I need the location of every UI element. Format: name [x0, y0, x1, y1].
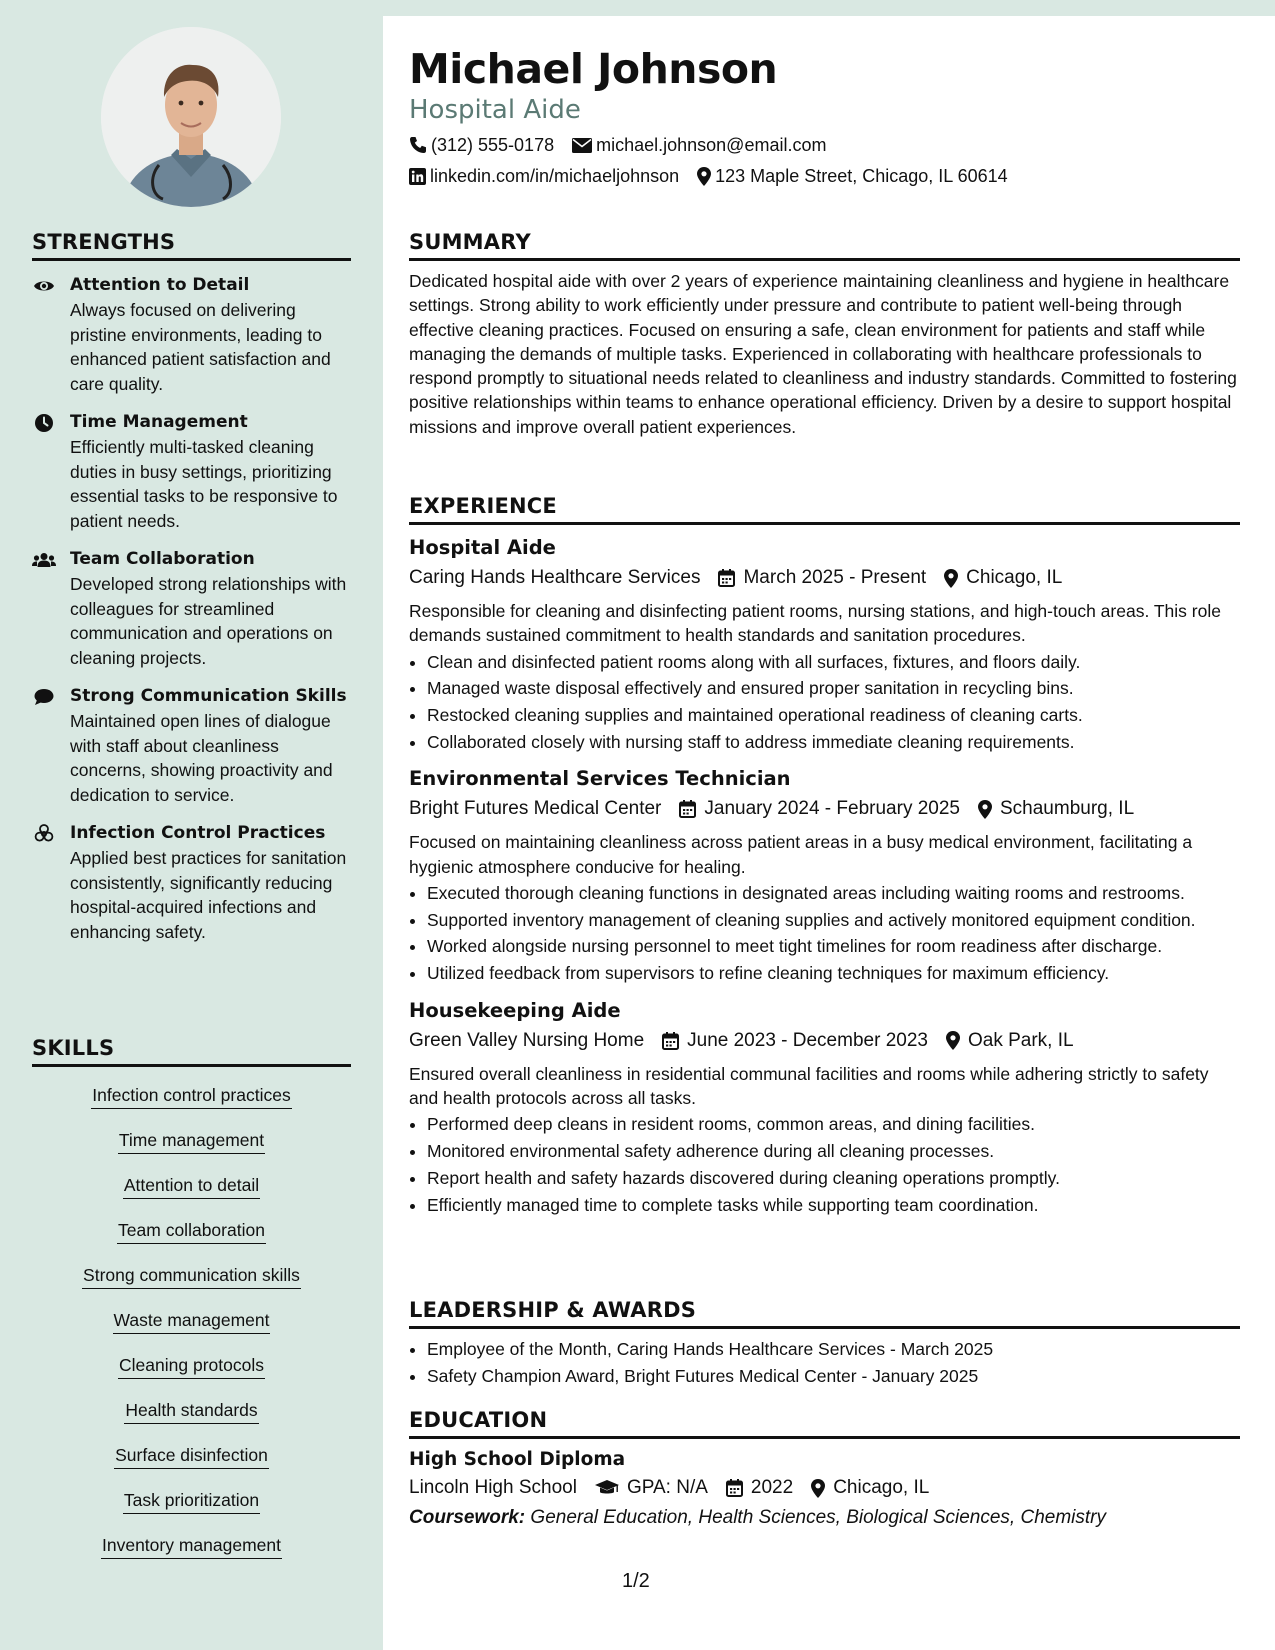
job-description: Focused on maintaining cleanliness across patient areas in a busy medical environment, facilitating a hygienic atmosphere conducive for healing.: [409, 832, 1193, 877]
skill-item: Waste management: [32, 1308, 351, 1334]
email[interactable]: michael.johnson@email.com: [572, 134, 826, 156]
strength-item: [32, 547, 351, 670]
job-dates: March 2025 - Present: [718, 565, 926, 591]
coursework-label: Coursework:: [409, 1507, 526, 1528]
coursework-list: General Education, Health Sciences, Biological Sciences, Chemistry: [530, 1507, 1106, 1528]
skill-item: Team collaboration: [32, 1218, 351, 1244]
strength-item: [32, 410, 351, 533]
skill-item: Task prioritization: [32, 1488, 351, 1514]
strengths-heading: STRENGTHS: [32, 230, 176, 254]
awards-list: [409, 1337, 1240, 1388]
job-dates: January 2024 - February 2025: [679, 796, 960, 822]
candidate-role: Hospital Aide: [409, 95, 581, 125]
page-number: 1/2: [622, 1570, 650, 1592]
job-title: Environmental Services Technician: [409, 767, 791, 791]
list-item: • Restocked cleaning supplies and maintained operational readiness of cleaning carts.: [427, 703, 1240, 727]
calendar-icon: [662, 1032, 679, 1050]
calendar-icon: [679, 800, 696, 818]
job-meta: [409, 796, 1240, 822]
strength-title: Attention to Detail: [70, 275, 250, 295]
users-icon: [32, 549, 56, 571]
strength-item: [32, 821, 351, 944]
job-bullets: [409, 1112, 1240, 1217]
skill-item: Surface disinfection: [32, 1443, 351, 1469]
calendar-icon: [726, 1479, 743, 1497]
skill-item: Attention to detail: [32, 1173, 351, 1199]
list-item: • Supported inventory management of cleaning supplies and actively monitored equipment condition.: [427, 908, 1240, 932]
list-item: • Report health and safety hazards discovered during cleaning operations promptly.: [427, 1166, 1240, 1190]
list-item: • Safety Champion Award, Bright Futures Medical Center - January 2025: [427, 1364, 1240, 1388]
phone-icon: [409, 136, 427, 154]
graduation-cap-icon: [595, 1480, 619, 1496]
skills-rule: [32, 1064, 351, 1067]
map-pin-icon: [697, 167, 711, 186]
skill-item: Time management: [32, 1128, 351, 1154]
eye-icon: [32, 275, 56, 297]
phone: (312) 555-0178: [409, 134, 554, 156]
job-entry: [409, 998, 1240, 1217]
list-item: • Monitored environmental safety adherence during all cleaning processes.: [427, 1139, 1240, 1163]
job-location: Oak Park, IL: [946, 1028, 1074, 1054]
degree-title: High School Diploma: [409, 1449, 626, 1470]
calendar-icon: [718, 569, 735, 587]
strength-desc: Always focused on delivering pristine environments, leading to enhanced patient satisfaction and care quality.: [70, 300, 331, 394]
list-item: • Utilized feedback from supervisors to refine cleaning techniques for maximum efficiency.: [427, 961, 1240, 985]
resume-header: [409, 44, 1240, 187]
summary-heading: SUMMARY: [409, 230, 531, 254]
skills-heading: SKILLS: [32, 1036, 115, 1060]
job-entry: [409, 766, 1240, 985]
school-location: Chicago, IL: [811, 1475, 929, 1501]
gpa: GPA: N/A: [595, 1475, 708, 1501]
strength-title: Time Management: [70, 412, 248, 432]
education-meta: [409, 1475, 1240, 1501]
graduation-year: 2022: [726, 1475, 793, 1501]
job-dates: June 2023 - December 2023: [662, 1028, 928, 1054]
map-pin-icon: [944, 569, 958, 588]
job-title: Hospital Aide: [409, 536, 556, 559]
strength-desc: Applied best practices for sanitation consistently, significantly reducing hospital-acquired infections and enhancing safety.: [70, 848, 347, 942]
leadership-heading: LEADERSHIP & AWARDS: [409, 1298, 697, 1322]
summary-text: Dedicated hospital aide with over 2 years of experience maintaining cleanliness and hygiene in healthcare settings. Strong ability to work efficiently under pressure and contribute to patient well-being through effective cleaning practices. Focused on ensuring a safe, clean environment for patients and staff while managing the demands of multiple tasks. Experienced in collaborating with healthcare professionals to respond promptly to situational needs related to cleanliness and industry standards. Committed to fostering positive relationships within teams to enhance operational efficiency. Driven by a desire to support hospital missions and improve overall patient experiences.: [409, 271, 1237, 437]
skill-item: Health standards: [32, 1398, 351, 1424]
leadership-section: [409, 1298, 1240, 1391]
coursework: [409, 1505, 1240, 1531]
job-title: Housekeeping Aide: [409, 998, 621, 1022]
leadership-rule: [409, 1326, 1240, 1329]
strength-desc: Maintained open lines of dialogue with staff about cleanliness concerns, showing proactivity and dedication to service.: [70, 711, 333, 805]
job-company: Green Valley Nursing Home: [409, 1029, 645, 1051]
strength-desc: Efficiently multi-tasked cleaning duties in busy settings, prioritizing essential tasks to be responsive to patient needs.: [70, 437, 338, 531]
strength-item: [32, 684, 351, 807]
list-item: • Executed thorough cleaning functions in designated areas including waiting rooms and restrooms.: [427, 881, 1240, 905]
list-item: • Clean and disinfected patient rooms along with all surfaces, fixtures, and floors daily.: [427, 650, 1240, 674]
job-meta: [409, 565, 1240, 591]
summary-section: [409, 230, 1240, 439]
comment-icon: [32, 686, 56, 708]
biohazard-icon: [32, 823, 56, 845]
job-bullets: [409, 650, 1240, 755]
job-company: Bright Futures Medical Center: [409, 798, 662, 820]
strength-title: Infection Control Practices: [70, 823, 326, 843]
skills-section: [32, 1036, 351, 1578]
clock-icon: [32, 412, 56, 434]
list-item: • Managed waste disposal effectively and ensured proper sanitation in recycling bins.: [427, 676, 1240, 700]
experience-heading: EXPERIENCE: [409, 494, 557, 518]
job-description: Responsible for cleaning and disinfecting patient rooms, nursing stations, and high-touch areas. This role demands sustained commitment to health standards and sanitation procedures.: [409, 601, 1221, 646]
experience-section: [409, 494, 1240, 1219]
job-company: Caring Hands Healthcare Services: [409, 567, 701, 588]
contact-row-1: [409, 134, 1240, 156]
strength-title: Strong Communication Skills: [70, 686, 347, 706]
linkedin[interactable]: linkedin.com/in/michaeljohnson: [409, 165, 679, 187]
list-item: • Efficiently managed time to complete tasks while supporting team coordination.: [427, 1193, 1240, 1217]
list-item: • Performed deep cleans in resident rooms, common areas, and dining facilities.: [427, 1112, 1240, 1136]
education-section: [409, 1408, 1240, 1531]
experience-rule: [409, 522, 1240, 525]
strength-title: Team Collaboration: [70, 549, 255, 569]
job-location: Schaumburg, IL: [978, 796, 1134, 822]
list-item: • Worked alongside nursing personnel to meet tight timelines for room readiness after discharge.: [427, 934, 1240, 958]
strengths-section: [32, 230, 351, 958]
job-entry: [409, 535, 1240, 754]
job-location: Chicago, IL: [944, 565, 1062, 591]
list-item: • Employee of the Month, Caring Hands Healthcare Services - March 2025: [427, 1337, 1240, 1361]
skill-item: Cleaning protocols: [32, 1353, 351, 1379]
summary-rule: [409, 258, 1240, 261]
map-pin-icon: [811, 1479, 825, 1498]
strength-item: [32, 273, 351, 396]
job-meta: [409, 1028, 1240, 1054]
candidate-name: Michael Johnson: [409, 45, 778, 93]
skill-item: Infection control practices: [32, 1083, 351, 1109]
strength-desc: Developed strong relationships with colleagues for streamlined communication and operations on cleaning projects.: [70, 574, 347, 668]
contact-row-2: [409, 165, 1240, 187]
address: 123 Maple Street, Chicago, IL 60614: [697, 165, 1008, 187]
skill-item: Inventory management: [32, 1533, 351, 1559]
education-rule: [409, 1436, 1240, 1439]
education-heading: EDUCATION: [409, 1408, 548, 1432]
skills-list: [32, 1083, 351, 1559]
school-name: Lincoln High School: [409, 1477, 577, 1498]
skill-item: Strong communication skills: [32, 1263, 351, 1289]
map-pin-icon: [946, 1031, 960, 1050]
linkedin-icon: [409, 168, 426, 185]
list-item: • Collaborated closely with nursing staff to address immediate cleaning requirements.: [427, 730, 1240, 754]
envelope-icon: [572, 138, 592, 153]
map-pin-icon: [978, 800, 992, 819]
strengths-rule: [32, 258, 351, 261]
job-bullets: [409, 881, 1240, 986]
job-description: Ensured overall cleanliness in residential communal facilities and rooms while adhering strictly to safety and health protocols across all tasks.: [409, 1063, 1209, 1108]
profile-photo: [101, 27, 281, 207]
